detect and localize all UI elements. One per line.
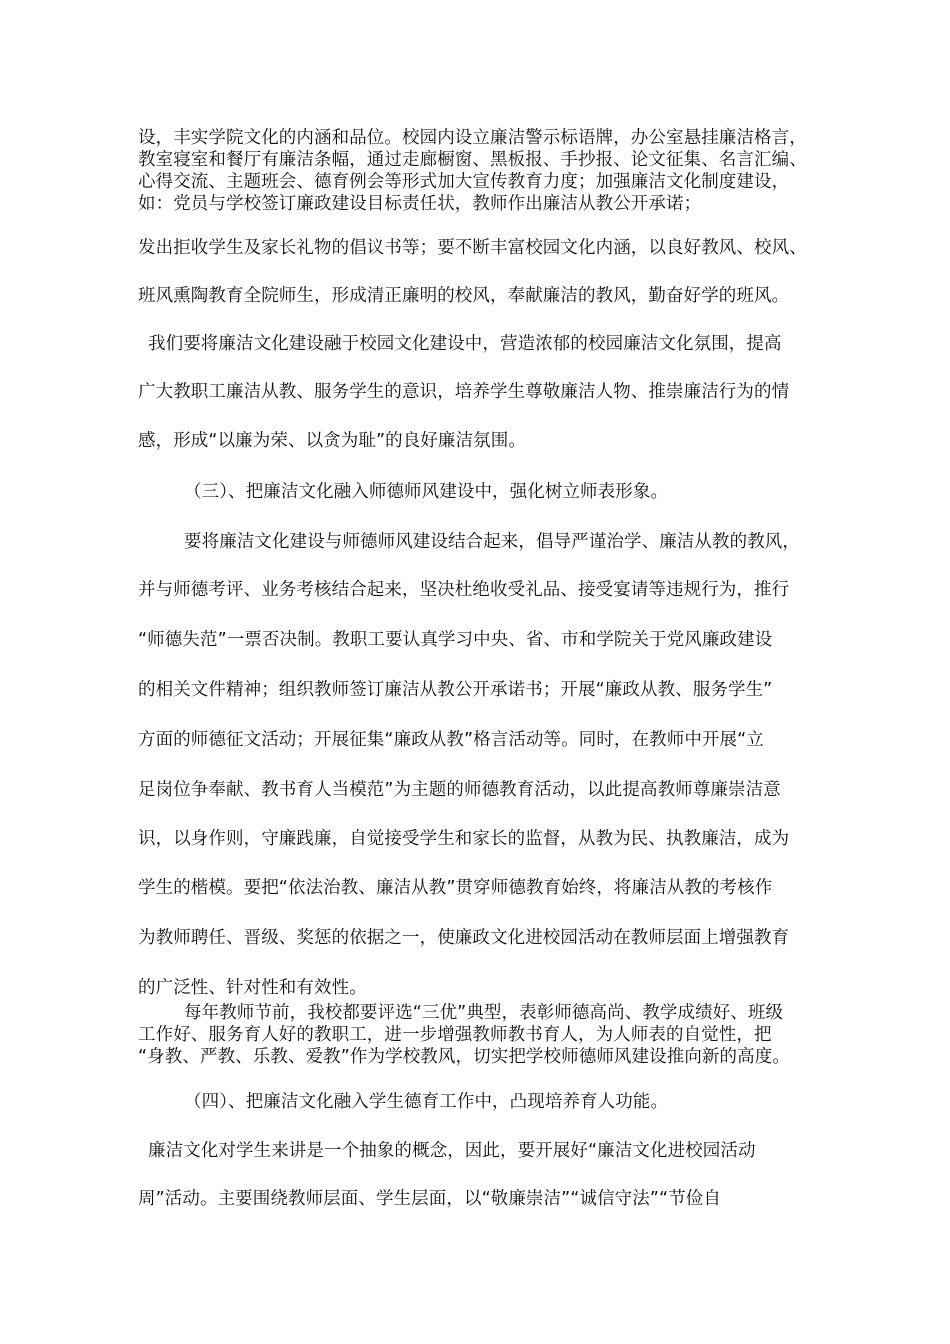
text-line: 的相关文件精神；组织教师签订廉洁从教公开承诺书；开展“廉政从教、服务学生” xyxy=(138,680,773,700)
text-line: 并与师德考评、业务考核结合起来，坚决杜绝收受礼品、接受宴请等违规行为，推行 xyxy=(138,580,790,600)
text-line: 班风熏陶教育全院师生，形成清正廉明的校风，奉献廉洁的教风，勤奋好学的班风。 xyxy=(138,286,790,306)
text-line: 要将廉洁文化建设与师德师风建设结合起来，倡导严谨治学、廉洁从教的教风， xyxy=(184,532,800,552)
text-line: 广大教职工廉洁从教、服务学生的意识，培养学生尊敬廉洁人物、推崇廉洁行为的情 xyxy=(138,382,790,402)
text-line: 为教师聘任、晋级、奖惩的依据之一，使廉政文化进校园活动在教师层面上增强教育 xyxy=(138,928,790,948)
text-line: “身教、严教、乐教、爱教”作为学校教风，切实把学校师德师风建设推向新的高度。 xyxy=(138,1047,790,1067)
text-line: 识，以身作则，守廉践廉，自觉接受学生和家长的监督，从教为民、执教廉洁，成为 xyxy=(138,829,790,849)
text-line: 每年教师节前，我校都要评选“三优”典型，表彰师德高尚、教学成绩好、班级 xyxy=(184,1003,784,1023)
text-line: 发出拒收学生及家长礼物的倡议书等；要不断丰富校园文化内涵，以良好教风、校风、 xyxy=(138,238,807,258)
section-heading: （四）、把廉洁文化融入学生德育工作中，凸现培养育人功能。 xyxy=(184,1092,669,1112)
text-line: 廉洁文化对学生来讲是一个抽象的概念，因此，要开展好“廉洁文化进校园活动 xyxy=(148,1141,756,1161)
text-line: 周”活动。主要围绕教师层面、学生层面，以“敬廉崇洁”“诚信守法”“节俭自 xyxy=(138,1189,721,1209)
text-line: 学生的楷模。要把“依法治教、廉洁从教”贯穿师德教育始终，将廉洁从教的考核作 xyxy=(138,878,773,898)
text-line: 工作好、服务育人好的教职工，进一步增强教师教书育人，为人师表的自觉性，把 xyxy=(138,1025,772,1045)
text-line: 的广泛性、针对性和有效性。 xyxy=(138,978,367,998)
text-line: 足岗位争奉献、教书育人当模范”为主题的师德教育活动，以此提高教师尊廉崇洁意 xyxy=(138,780,781,800)
section-heading: （三）、把廉洁文化融入师德师风建设中，强化树立师表形象。 xyxy=(184,482,669,502)
text-line: 心得交流、主题班会、德育例会等形式加大宣传教育力度；加强廉洁文化制度建设， xyxy=(138,172,790,192)
text-line: 设，丰实学院文化的内涵和品位。校园内设立廉洁警示标语牌，办公室悬挂廉洁格言， xyxy=(138,128,807,148)
text-line: “师德失范”一票否决制。教职工要认真学习中央、省、市和学院关于党风廉政建设 xyxy=(138,630,773,650)
text-line: 如：党员与学校签订廉政建设目标责任状，教师作出廉洁从教公开承诺； xyxy=(138,194,702,214)
text-line: 感，形成“以廉为荣、以贪为耻”的良好廉洁氛围。 xyxy=(138,431,526,451)
text-line: 我们要将廉洁文化建设融于校园文化建设中，营造浓郁的校园廉洁文化氛围，提高 xyxy=(148,334,782,354)
text-line: 方面的师德征文活动；开展征集“廉政从教”格言活动等。同时，在教师中开展“立 xyxy=(138,730,764,750)
text-line: 教室寝室和餐厅有廉洁条幅，通过走廊橱窗、黑板报、手抄报、论文征集、名言汇编、 xyxy=(138,150,807,170)
